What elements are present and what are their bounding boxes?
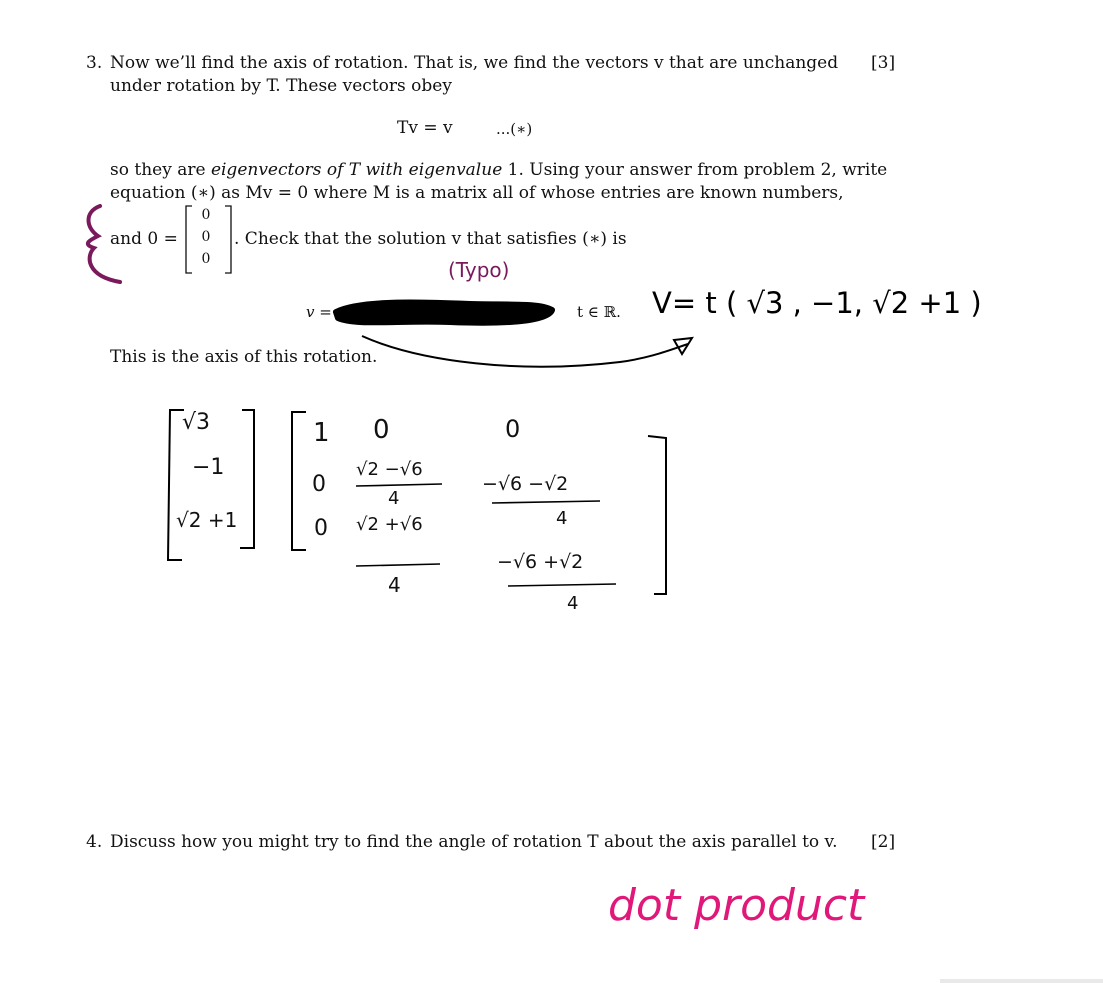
matrix-r2c3-den: 4: [556, 508, 568, 529]
frac-bar-r3c2: [356, 564, 440, 566]
corrected-vector: V= t ( √3 , −1, √2 +1 ): [652, 286, 982, 320]
eigen-phrase: eigenvectors of T with eigenvalue: [210, 160, 503, 180]
matrix-r1c1: 1: [313, 418, 330, 448]
line3-part-a: so they are: [110, 160, 211, 180]
v-label: v =: [306, 303, 332, 321]
matrix-r3c2-den: 4: [388, 573, 401, 597]
col-vector-entry-3: √2 +1: [176, 508, 238, 532]
col-vector-right-bracket: [240, 410, 254, 548]
zero-entry-1: 0: [201, 207, 211, 223]
zero-entry-2: 0: [201, 229, 211, 245]
matrix-r2c2-den: 4: [388, 488, 400, 509]
and-zero-label: and 0 =: [110, 229, 178, 249]
zero-vector-right-bracket: [225, 206, 231, 273]
matrix-r2c3-num: −√6 −√2: [482, 473, 569, 495]
problem3-line1: Now we’ll find the axis of rotation. That is, we find the vectors v that are unchanged: [110, 53, 839, 73]
axis-sentence: This is the axis of this rotation.: [110, 347, 378, 367]
col-vector-entry-1: √3: [182, 410, 211, 435]
matrix-r1c3: 0: [505, 415, 521, 443]
frac-bar-r3c3: [508, 584, 616, 586]
col-vector-entry-2: −1: [192, 455, 225, 480]
problem3-points: [3]: [871, 53, 896, 73]
scroll-hint: [940, 979, 1103, 983]
check-text: . Check that the solution v that satisfies (∗) is: [234, 229, 627, 249]
problem4-number: 4.: [86, 832, 103, 852]
typo-note: (Typo): [448, 258, 510, 282]
equation-tag: ...(∗): [496, 120, 533, 138]
problem3-line2: under rotation by T. These vectors obey: [110, 76, 452, 96]
matrix-r3c1: 0: [314, 516, 328, 541]
col-vector-left-bracket: [168, 410, 184, 560]
purple-brace: [88, 206, 120, 282]
zero-entry-3: 0: [201, 251, 211, 267]
t-domain: t ∈ ℝ.: [577, 303, 621, 321]
zero-vector-left-bracket: [186, 206, 192, 273]
matrix-r2c2-num: √2 −√6: [356, 459, 423, 480]
answer4-dot-product: dot product: [608, 880, 865, 931]
matrix-r3c2-num: √2 +√6: [356, 514, 423, 535]
equation-tv-v: Tv = v: [397, 118, 453, 138]
arrow-line: [362, 336, 688, 367]
redaction-scribble: [336, 302, 552, 322]
matrix-r3c3-den: 4: [567, 593, 579, 614]
frac-bar-r2c2: [356, 484, 442, 486]
frac-bar-r2c3: [492, 501, 600, 503]
problem4-points: [2]: [871, 832, 896, 852]
matrix-r3c3-num: −√6 +√2: [497, 551, 584, 573]
matrix-r1c2: 0: [373, 415, 390, 445]
matrix-r2c1: 0: [312, 472, 326, 497]
line3-part-c: 1. Using your answer from problem 2, write: [502, 160, 888, 180]
matrix-left-bracket: [292, 412, 306, 550]
problem4-text: Discuss how you might try to find the angle of rotation T about the axis parallel to v.: [110, 832, 838, 852]
matrix-right-bracket: [648, 436, 666, 594]
problem3-number: 3.: [86, 53, 103, 73]
problem3-line4: equation (∗) as Mv = 0 where M is a matrix all of whose entries are known numbers,: [110, 183, 844, 203]
